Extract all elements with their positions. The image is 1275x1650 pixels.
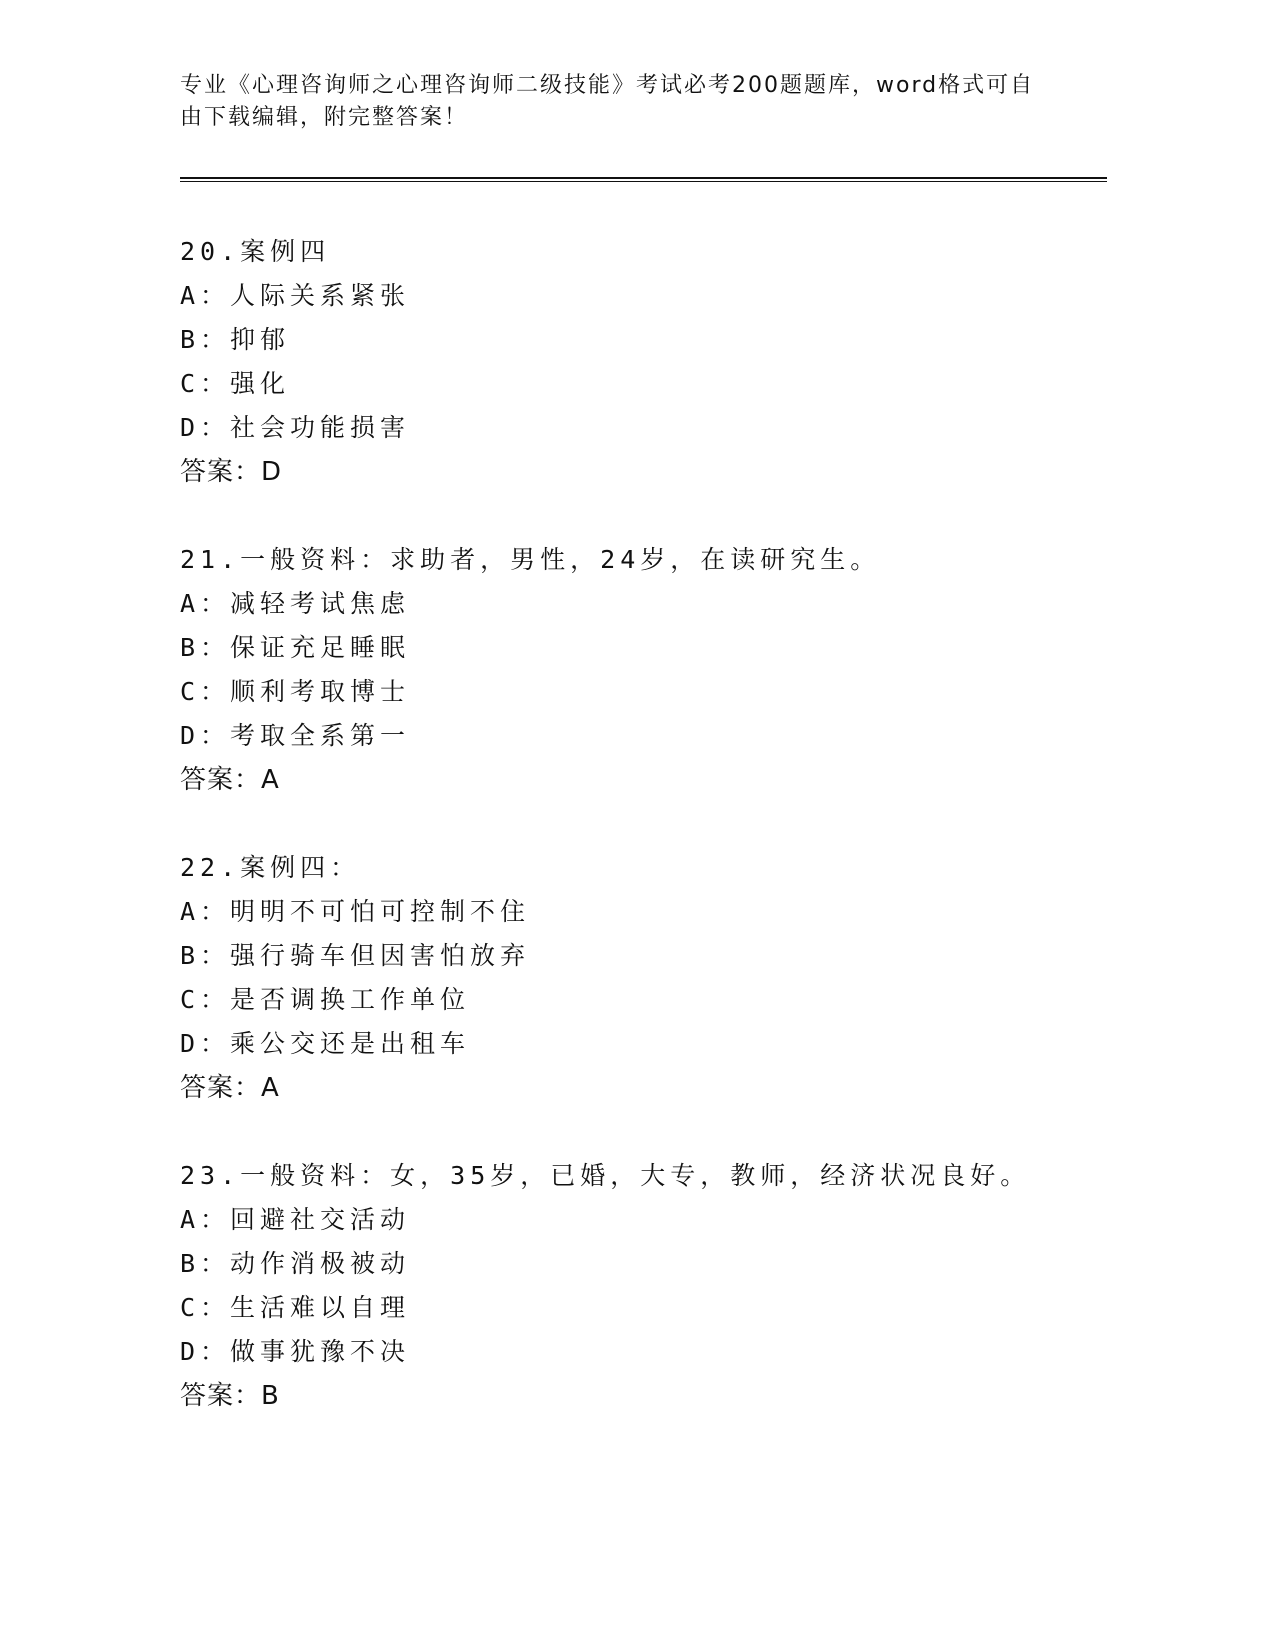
option-d: D：考取全系第一 [180, 721, 411, 750]
document-header [180, 70, 1040, 134]
option-a: A：明明不可怕可控制不住 [180, 897, 531, 926]
option-c: C：是否调换工作单位 [180, 985, 471, 1014]
answer-line: 答案：B [180, 1381, 280, 1411]
option-c: C：生活难以自理 [180, 1293, 411, 1322]
question-stem: 22.案例四： [180, 853, 361, 882]
option-c: C：强化 [180, 369, 291, 398]
answer-line: 答案：A [180, 1073, 280, 1103]
question-stem: 21.一般资料：求助者，男性，24岁，在读研究生。 [180, 545, 881, 574]
question-22 [180, 846, 1120, 1110]
option-b: B：动作消极被动 [180, 1249, 411, 1278]
header-divider [180, 177, 1107, 182]
option-a: A：回避社交活动 [180, 1205, 411, 1234]
option-d: D：做事犹豫不决 [180, 1337, 411, 1366]
option-b: B：强行骑车但因害怕放弃 [180, 941, 531, 970]
answer-line: 答案：D [180, 457, 283, 487]
question-20 [180, 230, 1120, 494]
option-a: A：人际关系紧张 [180, 281, 411, 310]
option-d: D：乘公交还是出租车 [180, 1029, 471, 1058]
answer-line: 答案：A [180, 765, 280, 795]
option-b: B：抑郁 [180, 325, 291, 354]
question-list [180, 230, 1120, 1462]
question-stem: 23.一般资料：女，35岁，已婚，大专，教师，经济状况良好。 [180, 1161, 1031, 1190]
option-c: C：顺利考取博士 [180, 677, 411, 706]
question-stem: 20.案例四 [180, 237, 331, 266]
question-21 [180, 538, 1120, 802]
option-a: A：减轻考试焦虑 [180, 589, 411, 618]
header-line-1: 专业《心理咨询师之心理咨询师二级技能》考试必考200题题库，word格式可自 [180, 73, 1035, 98]
header-line-2: 由下载编辑，附完整答案！ [180, 105, 469, 130]
question-23 [180, 1154, 1120, 1418]
option-b: B：保证充足睡眠 [180, 633, 411, 662]
option-d: D：社会功能损害 [180, 413, 411, 442]
